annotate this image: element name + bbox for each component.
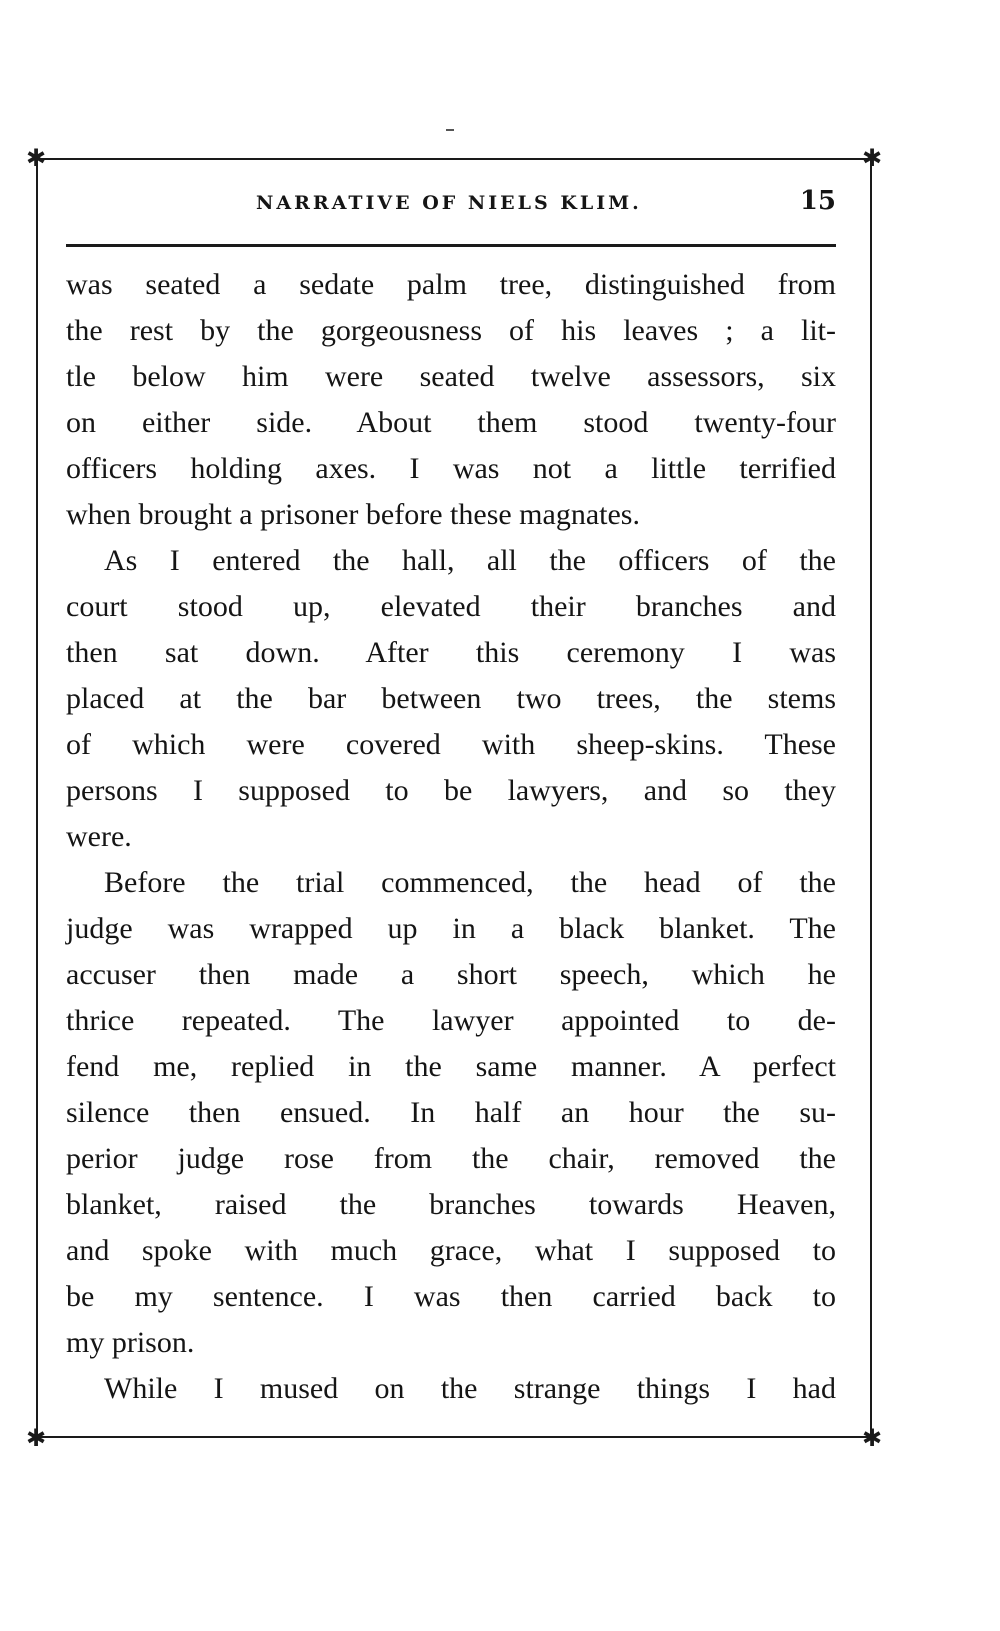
- text-line: officers holding axes. I was not a little terrified: [66, 452, 836, 485]
- text-line: perior judge rose from the chair, removed the: [66, 1142, 836, 1175]
- text-line: the rest by the gorgeousness of his leaves ; a lit-: [66, 314, 836, 347]
- text-line: fend me, replied in the same manner. A perfect: [66, 1050, 836, 1083]
- text-line: persons I supposed to be lawyers, and so they: [66, 774, 836, 807]
- text-line: Before the trial commenced, the head of the: [104, 866, 836, 899]
- page-number: 15: [799, 186, 836, 216]
- text-line: tle below him were seated twelve assessors, six: [66, 360, 836, 393]
- text-line: were.: [66, 820, 132, 853]
- text-line: accuser then made a short speech, which he: [66, 958, 836, 991]
- page-header: [66, 186, 836, 226]
- text-line: be my sentence. I was then carried back to: [66, 1280, 836, 1313]
- text-line: my prison.: [66, 1326, 195, 1359]
- text-line: placed at the bar between two trees, the stems: [66, 682, 836, 715]
- corner-star-icon: ✱: [861, 1424, 883, 1452]
- text-line: While I mused on the strange things I had: [104, 1372, 836, 1405]
- text-line: then sat down. After this ceremony I was: [66, 636, 836, 669]
- text-line: court stood up, elevated their branches and: [66, 590, 836, 623]
- text-line: when brought a prisoner before these magnates.: [66, 498, 640, 531]
- text-line: was seated a sedate palm tree, distinguished from: [66, 268, 836, 301]
- text-line: thrice repeated. The lawyer appointed to de-: [66, 1004, 836, 1037]
- running-head: NARRATIVE OF NIELS KLIM.: [256, 192, 642, 214]
- text-line: on either side. About them stood twenty-four: [66, 406, 836, 439]
- text-line: blanket, raised the branches towards Heaven,: [66, 1188, 836, 1221]
- text-line: and spoke with much grace, what I supposed to: [66, 1234, 836, 1267]
- corner-star-icon: ✱: [25, 144, 47, 172]
- body-text: [66, 262, 836, 1412]
- text-line: silence then ensued. In half an hour the su-: [66, 1096, 836, 1129]
- text-line: of which were covered with sheep-skins. These: [66, 728, 836, 761]
- text-line: As I entered the hall, all the officers of the: [104, 544, 836, 577]
- corner-star-icon: ✱: [25, 1424, 47, 1452]
- corner-star-icon: ✱: [861, 144, 883, 172]
- print-speck: [446, 129, 454, 131]
- header-rule: [66, 244, 836, 247]
- text-line: judge was wrapped up in a black blanket. The: [66, 912, 836, 945]
